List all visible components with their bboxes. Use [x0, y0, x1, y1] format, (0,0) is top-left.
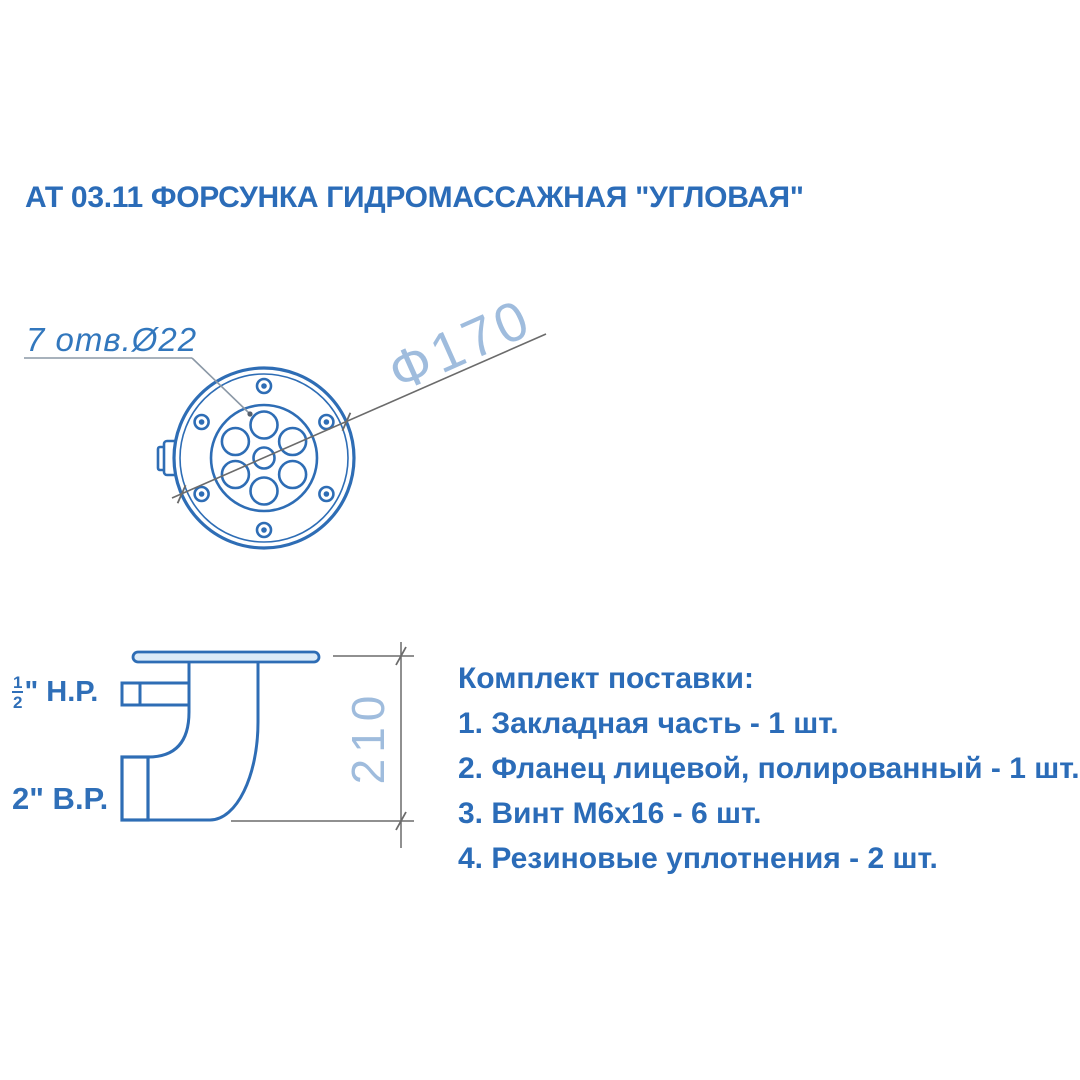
bottom-socket	[122, 757, 148, 820]
top-thread-text: " Н.Р.	[24, 676, 99, 708]
top-view-drawing	[158, 368, 354, 548]
kit-item: 3. Винт М6х16 - 6 шт.	[458, 797, 762, 830]
fraction-numerator: 1	[13, 673, 23, 692]
bottom-thread-label: 2" В.Р.	[12, 781, 109, 816]
elbow-inner-edge	[148, 662, 189, 757]
side-view-drawing	[122, 652, 319, 820]
fraction-denominator: 2	[13, 693, 23, 712]
kit-item: 2. Фланец лицевой, полированный - 1 шт.	[458, 752, 1080, 785]
elbow-outer-edge	[148, 662, 258, 820]
one-half-fraction	[12, 674, 23, 711]
flange-plate	[133, 652, 319, 662]
diameter-dimension-label: Ф170	[379, 286, 541, 404]
top-thread-stub	[122, 683, 189, 705]
leader-end-dot	[247, 411, 252, 416]
kit-item: 1. Закладная часть - 1 шт.	[458, 707, 839, 740]
kit-item: 4. Резиновые уплотнения - 2 шт.	[458, 842, 938, 875]
top-thread-label	[12, 674, 98, 711]
height-dimension-label: 210	[342, 689, 394, 785]
kit-list	[458, 656, 1080, 881]
drawing-title: АТ 03.11 ФОРСУНКА ГИДРОМАССАЖНАЯ "УГЛОВАЯ"	[25, 181, 804, 214]
kit-heading: Комплект поставки:	[458, 662, 754, 695]
holes-count-label: 7 отв.Ø22	[26, 321, 198, 358]
